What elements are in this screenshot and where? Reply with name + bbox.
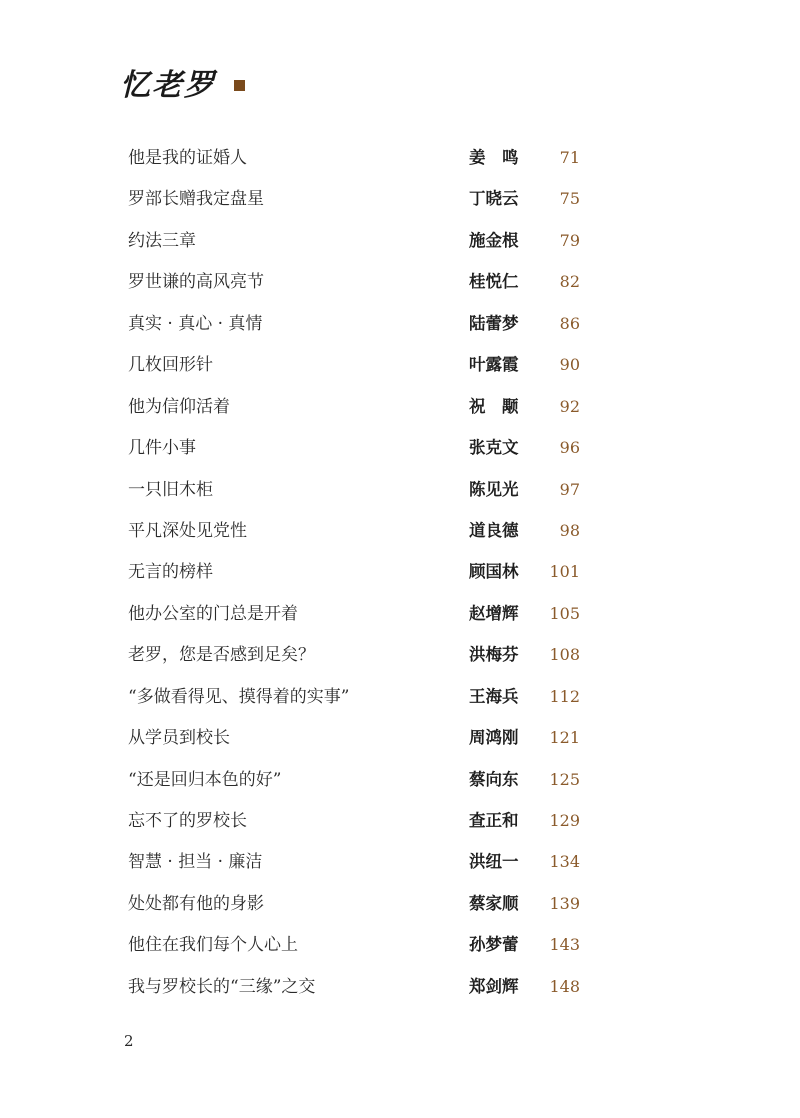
toc-entry-title: 真实 · 真心 · 真情 — [128, 313, 263, 334]
toc-entry[interactable] — [0, 387, 800, 428]
toc-entry-author: 周鸿刚 — [469, 728, 519, 748]
toc-entry-page: 112 — [549, 686, 580, 706]
toc-entry-page: 82 — [559, 272, 580, 292]
toc-entry[interactable] — [0, 138, 800, 179]
toc-entry-page: 134 — [549, 852, 580, 872]
toc-entry-page: 129 — [549, 811, 580, 830]
toc-entry[interactable] — [0, 718, 800, 759]
toc-entry[interactable] — [0, 304, 800, 345]
toc-entry-author: 赵增辉 — [469, 603, 519, 623]
toc-entry-title: 智慧 · 担当 · 廉洁 — [128, 852, 263, 873]
toc-entry-page: 143 — [549, 935, 580, 955]
toc-entry-page: 125 — [549, 769, 580, 789]
toc-entry-author: 施金根 — [469, 230, 519, 250]
section-header — [120, 62, 245, 102]
toc-entry-page: 98 — [559, 520, 580, 540]
toc-entry[interactable] — [0, 221, 800, 262]
toc-entry-author: 蔡向东 — [469, 769, 519, 789]
toc-entry[interactable] — [0, 801, 800, 842]
toc-entry[interactable] — [0, 428, 800, 469]
toc-entry-author: 顾国林 — [469, 562, 519, 582]
toc-entry-page: 92 — [559, 396, 580, 416]
toc-entry-author: 洪纽一 — [469, 852, 519, 872]
toc-entry-page: 90 — [559, 355, 580, 375]
toc-entry-page: 97 — [559, 479, 580, 499]
toc-entry-author: 张克文 — [469, 438, 519, 458]
toc-entry-page: 148 — [549, 976, 580, 996]
toc-entry-page: 101 — [549, 562, 580, 582]
toc-entry-title: 他为信仰活着 — [128, 396, 230, 417]
toc-entry-title: 我与罗校长的“三缘”之交 — [128, 976, 316, 997]
toc-entry[interactable] — [0, 925, 800, 966]
toc-entry-title: 忘不了的罗校长 — [128, 811, 247, 831]
toc-entry-title: 罗部长赠我定盘星 — [128, 189, 264, 210]
toc-entry-title: 一只旧木柜 — [128, 479, 213, 500]
toc-entry-author: 姜 鸣 — [469, 148, 519, 167]
page-number: 2 — [124, 1032, 134, 1050]
toc-entry-title: 处处都有他的身影 — [128, 893, 264, 914]
toc-entry-title: 无言的榜样 — [128, 562, 213, 583]
toc-entry-page: 86 — [559, 313, 580, 333]
toc-entry[interactable] — [0, 635, 800, 676]
toc-entry-title: 从学员到校长 — [128, 728, 230, 749]
toc-entry[interactable] — [0, 179, 800, 220]
toc-entry-page: 96 — [559, 438, 580, 458]
toc-entry-title: 几件小事 — [128, 438, 196, 459]
toc-entry-page: 71 — [559, 148, 580, 167]
toc-entry-title: 他是我的证婚人 — [128, 148, 247, 168]
toc-entry-author: 道良德 — [469, 520, 519, 540]
toc-entry[interactable] — [0, 760, 800, 801]
toc-entry-title: “多做看得见、摸得着的实事” — [128, 686, 350, 707]
toc-entry-author: 查正和 — [469, 811, 519, 830]
toc-entry-title: 罗世谦的高风亮节 — [128, 272, 264, 293]
toc-entry-author: 陈见光 — [469, 479, 519, 499]
toc-entry[interactable] — [0, 967, 800, 1008]
toc-entry-title: “还是回归本色的好” — [128, 769, 282, 790]
toc-entry-author: 叶露霞 — [469, 355, 519, 375]
toc-entry[interactable] — [0, 345, 800, 386]
toc-entry-author: 祝 颙 — [469, 396, 519, 416]
toc-entry[interactable] — [0, 884, 800, 925]
toc-entry[interactable] — [0, 262, 800, 303]
toc-entry[interactable] — [0, 511, 800, 552]
square-marker-icon — [234, 80, 245, 91]
toc-entry-title: 老罗，您是否感到足矣？ — [128, 645, 315, 666]
toc-entry[interactable] — [0, 594, 800, 635]
toc-entry[interactable] — [0, 552, 800, 593]
toc-entry-page: 105 — [549, 603, 580, 623]
toc-entry-page: 139 — [549, 893, 580, 913]
toc-entry-page: 79 — [559, 230, 580, 250]
toc-entry-author: 洪梅芬 — [469, 645, 519, 665]
toc-entry-author: 王海兵 — [469, 686, 519, 706]
toc-entry-title: 约法三章 — [128, 230, 196, 251]
toc-entry-page: 108 — [549, 645, 580, 665]
toc-entry-page: 121 — [549, 728, 580, 748]
toc-entry[interactable] — [0, 677, 800, 718]
section-title: 忆老罗 — [120, 68, 216, 103]
toc-entry-author: 蔡家顺 — [469, 893, 519, 913]
toc-entry-author: 郑剑辉 — [469, 976, 519, 996]
toc-entry-author: 丁晓云 — [469, 189, 519, 209]
toc-entry-title: 平凡深处见党性 — [128, 520, 247, 541]
toc-entry-title: 他办公室的门总是开着 — [128, 603, 298, 624]
table-of-contents — [0, 138, 800, 1008]
toc-entry-title: 几枚回形针 — [128, 355, 213, 376]
toc-entry-author: 陆蕾梦 — [469, 313, 519, 333]
toc-entry[interactable] — [0, 470, 800, 511]
toc-entry-author: 孙梦蕾 — [469, 935, 519, 955]
toc-entry[interactable] — [0, 842, 800, 883]
toc-entry-author: 桂悦仁 — [469, 272, 519, 292]
toc-entry-page: 75 — [559, 189, 580, 209]
toc-entry-title: 他住在我们每个人心上 — [128, 935, 298, 956]
